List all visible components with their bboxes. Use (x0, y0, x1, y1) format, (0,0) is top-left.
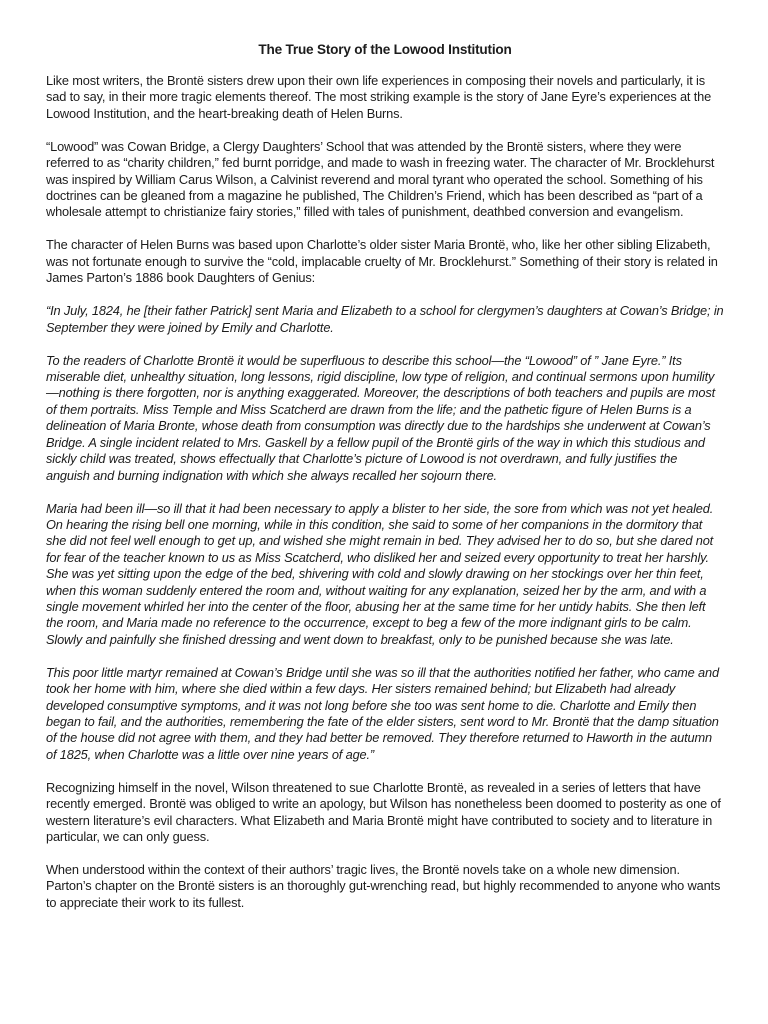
paragraph-conclusion: When understood within the context of their authors’ tragic lives, the Brontë novels take on a whole new dimension. Parton’s chapter on the Brontë sisters is an thoroughly gut-wrenching read, but highly recommended to anyone who wants to appreciate their work to its fullest. (46, 862, 721, 910)
quote-paragraph-readers: To the readers of Charlotte Brontë it would be superfluous to describe this school—the “Lowood” of ” Jane Eyre.” Its miserable diet, unhealthy situation, long lessons, rigid discipline, low type of religion, and continual sermons upon humility—nothing is there forgotten, nor is anything exaggerated. Moreover, the descriptions of both teachers and pupils are most of them portraits. Miss Temple and Miss Scatcherd are drawn from the life; and the pathetic figure of Helen Burns is a delineation of Maria Bronte, whose death from consumption was directly due to the hardships she underwent at Cowan’s Bridge. A single incident related to Mrs. Gaskell by a fellow pupil of the Brontë girls of the way in which this studious and sickly child was treated, shows effectually that Charlotte’s picture of Lowood is not overdrawn, and fully justifies the anguish and burning indignation with which she always recalled her sojourn there. (46, 352, 716, 483)
quote-paragraph-1824: “In July, 1824, he [their father Patrick] sent Maria and Elizabeth to a school for clergymen’s daughters at Cowan’s Bridge; in September they were joined by Emily and Charlotte. (46, 303, 724, 335)
paragraph-intro: Like most writers, the Brontë sisters drew upon their own life experiences in composing their novels and particularly, it is sad to say, in their more tragic elements thereof. The most striking example is the story of Jane Eyre’s experiences at the Lowood Institution, and the heart-breaking death of Helen Burns. (46, 73, 712, 121)
paragraph-lowood: “Lowood” was Cowan Bridge, a Clergy Daughters’ School that was attended by the Brontë sisters, where they were referred to as “charity children,” fed burnt porridge, and made to wash in freezing water. The character of Mr. Brocklehurst was inspired by William Carus Wilson, a Calvinist reverend and moral tyrant who operated the school. Something of his doctrines can be gleaned from a magazine he published, The Children’s Friend, which has been described as “part of a wholesale attempt to christianize fairy stories,” filled with tales of punishment, deathbed conversion and evangelism. (46, 138, 715, 220)
quote-paragraph-martyr: This poor little martyr remained at Cowan’s Bridge until she was so ill that the authorities notified her father, who came and took her home with him, where she died within a few days. Her sisters remained behind; but Elizabeth had already developed consumptive symptoms, and it was not long before she too was sent home to die. Charlotte and Emily then began to fail, and the authorities, remembering the fate of the elder sisters, sent word to Mr. Brontë that the damp situation of the house did not agree with them, and they had better be removed. They therefore returned to Haworth in the autumn of 1825, when Charlotte was a little over nine years of age.” (46, 664, 719, 762)
paragraph-wilson: Recognizing himself in the novel, Wilson threatened to sue Charlotte Brontë, as revealed in a series of letters that have recently emerged. Brontë was obliged to write an apology, but Wilson has nonetheless been doomed to posterity as one of western literature’s evil characters. What Elizabeth and Maria Brontë might have contributed to society and to literature in particular, we can only guess. (46, 779, 721, 844)
document-title: The True Story of the Lowood Institution (258, 42, 512, 57)
paragraph-helen-burns: The character of Helen Burns was based upon Charlotte’s older sister Maria Brontë, who, like her other sibling Elizabeth, was not fortunate enough to survive the “cold, implacable cruelty of Mr. Brocklehurst.” Something of their story is related in James Parton’s 1886 book Daughters of Genius: (46, 237, 718, 286)
quote-paragraph-maria: Maria had been ill—so ill that it had been necessary to apply a blister to her side, the sore from which was not yet healed. On hearing the rising bell one morning, while in this condition, she said to some of her companions in the dormitory that she did not feel well enough to get up, and wished she might remain in bed. They advised her to do so, but she dared not for fear of the teacher known to us as Miss Scatcherd, who disliked her and seized every opportunity to treat her harshly. She was yet sitting upon the edge of the bed, shivering with cold and slowly drawing on her stockings over her thin feet, when this woman suddenly entered the room and, without waiting for any explanation, seized her by the arm, and with a single movement whirled her into the center of the floor, abusing her at the same time for her untidy habits. She then left the room, and Maria made no reference to the occurrence, except to beg a few of the more indignant girls to be calm. Slowly and painfully she finished dressing and went down to breakfast, only to be punished because she was late. (46, 500, 714, 647)
